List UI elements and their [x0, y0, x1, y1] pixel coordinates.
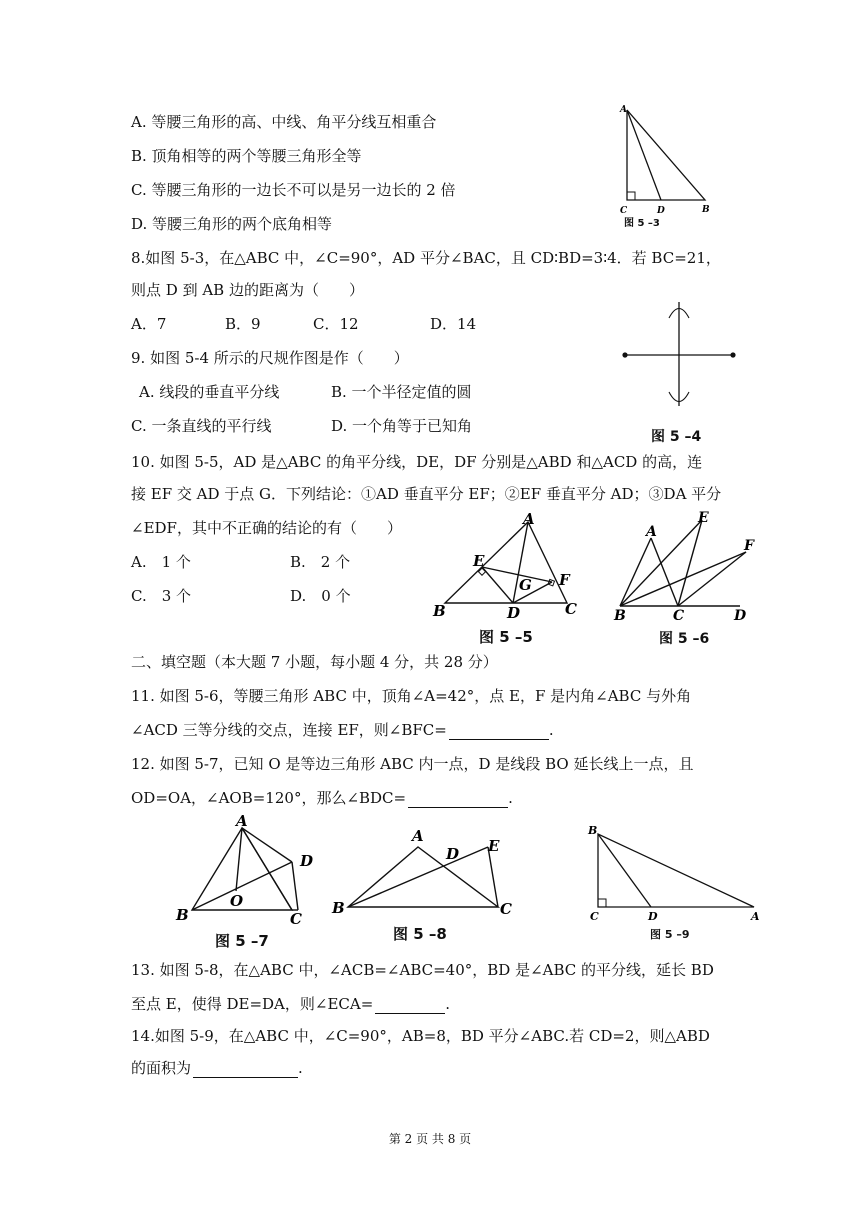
q10-option-a: A. 1 个 — [131, 553, 191, 571]
q9-stem: 9. 如图 5-4 所示的尺规作图是作（ ） — [131, 349, 409, 367]
q12-stem-line1: 12. 如图 5-7，已知 O 是等边三角形 ABC 内一点，D 是线段 BO 延长线上一点，且 — [131, 755, 694, 773]
page-footer: 第 2 页 共 8 页 — [388, 1132, 472, 1146]
fig53-label-b: B — [702, 205, 710, 215]
q9-option-d: D. 一个角等于已知角 — [331, 417, 473, 435]
q8-stem-line2: 则点 D 到 AB 边的距离为（ ） — [131, 281, 364, 299]
figure-5-7 — [170, 810, 320, 950]
fig55-label-b: B — [433, 602, 446, 620]
fig57-label-o: O — [230, 892, 244, 910]
q12-answer-blank[interactable] — [408, 793, 508, 808]
fig56-label-f: F — [744, 538, 754, 554]
fig56-label-c: C — [673, 608, 685, 624]
fig53-label-c: C — [620, 206, 628, 216]
figure-5-5 — [425, 510, 595, 646]
q10-option-b: B. 2 个 — [290, 553, 351, 571]
fig58-caption: 图 5 –8 — [393, 925, 447, 943]
fig59-caption: 图 5 –9 — [650, 928, 690, 941]
figure-5-4 — [615, 296, 740, 445]
q11-answer-blank[interactable] — [449, 725, 549, 740]
fig56-label-e: E — [698, 510, 709, 526]
q9-option-a: A. 线段的垂直平分线 — [139, 383, 280, 401]
q13-answer-blank[interactable] — [375, 999, 445, 1014]
figure-5-8 — [328, 825, 518, 943]
fig55-caption: 图 5 –5 — [479, 628, 533, 646]
fig58-label-a: A — [412, 827, 424, 845]
fig58-label-b: B — [332, 899, 345, 917]
fig56-label-b: B — [614, 608, 626, 624]
fig59-label-b: B — [588, 824, 598, 837]
q11-stem-line2: ∠ACD 三等分线的交点，连接 EF，则∠BFC= . — [131, 721, 554, 739]
fig57-label-d: D — [300, 852, 314, 870]
fig56-label-a: A — [646, 524, 657, 540]
fig56-caption: 图 5 –6 — [659, 631, 710, 647]
q10-stem-line3: ∠EDF，其中不正确的结论的有（ ） — [131, 519, 402, 537]
q11-stem-line1: 11. 如图 5-6，等腰三角形 ABC 中，顶角∠A=42°，点 E，F 是内角∠ABC 与外角 — [131, 687, 692, 705]
fig53-label-a: A — [620, 105, 627, 115]
q8-option-d: D．14 — [430, 315, 477, 333]
section-2-heading: 二、填空题（本大题 7 小题，每小题 4 分，共 28 分） — [131, 653, 498, 671]
q7-option-d: D. 等腰三角形的两个底角相等 — [131, 215, 333, 233]
fig55-label-c: C — [565, 600, 577, 618]
fig53-caption: 图 5 –3 — [624, 218, 660, 229]
q7-option-c: C. 等腰三角形的一边长不可以是另一边长的 2 倍 — [131, 181, 456, 199]
q7-option-b: B. 顶角相等的两个等腰三角形全等 — [131, 147, 362, 165]
fig57-label-a: A — [236, 812, 248, 830]
q8-option-a: A．7 — [131, 315, 167, 333]
q10-stem-line2: 接 EF 交 AD 于点 G．下列结论：①AD 垂直平分 EF；②EF 垂直平分 AD；③DA 平分 — [131, 485, 722, 503]
fig55-label-e: E — [473, 552, 485, 570]
fig59-label-d: D — [648, 910, 658, 923]
fig58-label-d: D — [446, 845, 460, 863]
fig55-label-d: D — [507, 604, 521, 622]
q13-stem-line2: 至点 E，使得 DE=DA，则∠ECA= . — [131, 995, 451, 1013]
q14-stem-line1: 14.如图 5-9，在△ABC 中，∠C=90°，AB=8，BD 平分∠ABC.若 CD=2，则△ABD — [131, 1027, 710, 1045]
figure-5-9 — [582, 820, 772, 941]
q9-option-c: C. 一条直线的平行线 — [131, 417, 272, 435]
q8-option-c: C．12 — [313, 315, 359, 333]
q10-stem-line1: 10. 如图 5-5，AD 是△ABC 的角平分线，DE，DF 分别是△ABD 和△ACD 的高，连 — [131, 453, 703, 471]
fig57-caption: 图 5 –7 — [215, 932, 269, 950]
q10-option-d: D. 0 个 — [290, 587, 351, 605]
q14-answer-blank[interactable] — [193, 1063, 298, 1078]
fig58-label-e: E — [488, 837, 500, 855]
q8-option-b: B．9 — [225, 315, 261, 333]
q7-option-a: A. 等腰三角形的高、中线、角平分线互相重合 — [131, 113, 437, 131]
q14-stem-line2: 的面积为 . — [131, 1059, 303, 1077]
figure-5-6 — [608, 508, 758, 647]
q10-option-c: C. 3 个 — [131, 587, 192, 605]
q13-stem-line1: 13. 如图 5-8，在△ABC 中，∠ACB=∠ABC=40°，BD 是∠ABC 的平分线，延长 BD — [131, 961, 714, 979]
fig55-label-a: A — [523, 510, 535, 528]
fig54-caption: 图 5 –4 — [651, 429, 702, 445]
fig56-label-d: D — [734, 608, 747, 624]
fig59-label-a: A — [751, 910, 760, 923]
fig55-label-g: G — [519, 576, 532, 594]
q9-option-b: B. 一个半径定值的圆 — [331, 383, 472, 401]
fig58-label-c: C — [500, 900, 512, 918]
fig53-label-d: D — [657, 206, 665, 216]
fig57-label-c: C — [290, 910, 302, 926]
q12-stem-line2: OD=OA，∠AOB=120°，那么∠BDC= . — [131, 789, 513, 807]
figure-5-3 — [612, 100, 722, 230]
fig55-label-f: F — [559, 571, 570, 589]
fig59-label-c: C — [590, 910, 599, 923]
fig57-label-b: B — [176, 906, 189, 924]
q8-stem-line1: 8.如图 5-3，在△ABC 中，∠C=90°，AD 平分∠BAC，且 CD∶BD=3∶4．若 BC=21， — [131, 249, 721, 267]
